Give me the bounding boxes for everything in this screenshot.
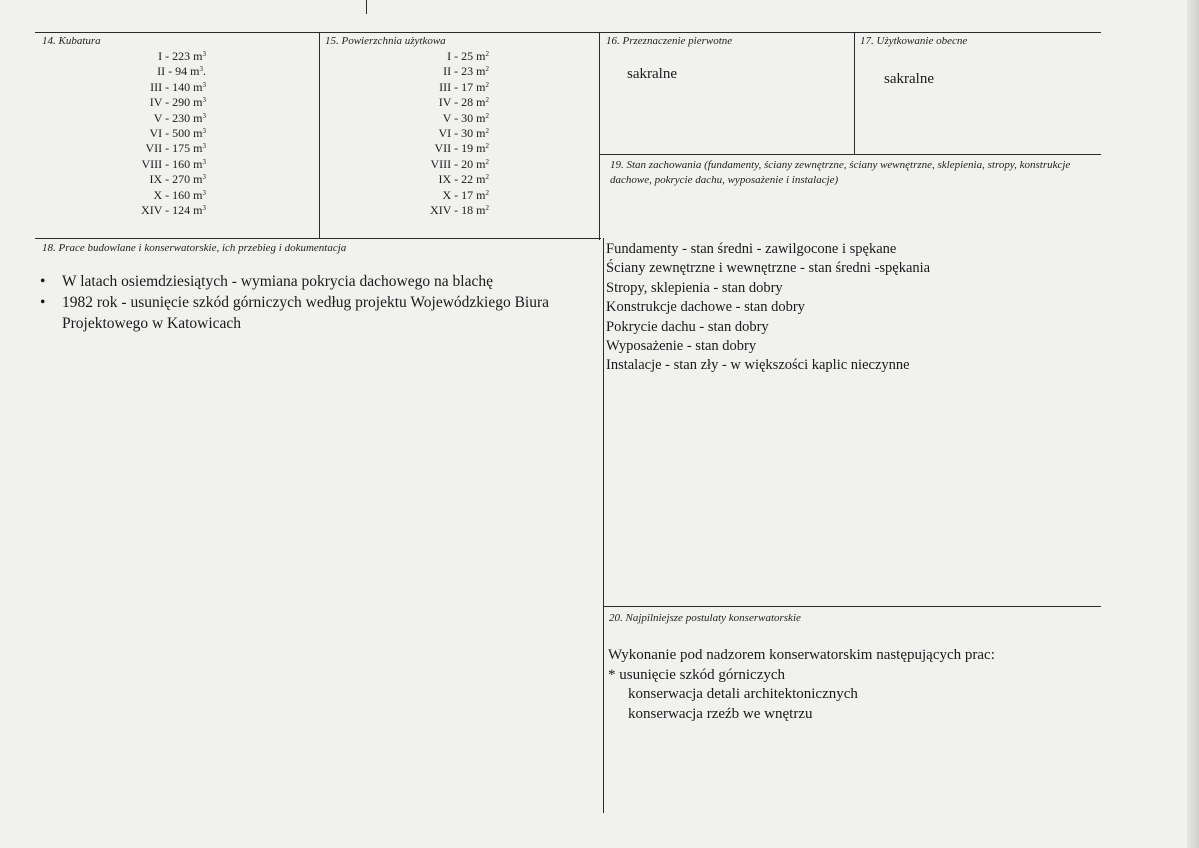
unit: m xyxy=(476,95,486,110)
row-value: 28 xyxy=(461,95,474,110)
row-value: 30 xyxy=(461,126,474,141)
unit: m xyxy=(476,79,486,94)
przeznaczenie-value: sakralne xyxy=(627,66,677,82)
roman-numeral: IV xyxy=(438,95,452,110)
row-value: 20 xyxy=(461,156,474,171)
rule-above-18 xyxy=(35,238,601,239)
kubatura-row: XIV - 124 $m^3$ xyxy=(141,203,206,218)
row-value: 18 xyxy=(461,203,474,218)
roman-numeral: III xyxy=(439,79,452,94)
unit: m xyxy=(476,126,486,141)
unit-exponent: 3 xyxy=(202,80,206,89)
roman-numeral: VI xyxy=(438,126,452,141)
postulaty-item: konserwacja rzeźb we wnętrzu xyxy=(628,705,813,722)
kubatura-row: VII - 175 $m^3$ xyxy=(145,141,206,156)
prace-item: • 1982 rok - usunięcie szkód górniczych według projektu Wojewódzkiego Biura Projektowego w Katowicach xyxy=(40,292,600,334)
row-value: 500 xyxy=(172,126,191,141)
row-value: 160 xyxy=(172,156,191,171)
roman-numeral: VIII xyxy=(430,156,452,171)
kubatura-row: II - 94 $m^3$. xyxy=(157,64,206,79)
row-suffix: . xyxy=(203,64,206,79)
row-value: 175 xyxy=(172,141,191,156)
roman-numeral: V xyxy=(442,110,452,125)
powierzchnia-label: 15. Powierzchnia użytkowa xyxy=(325,35,446,47)
unit-exponent: 3 xyxy=(202,127,206,136)
powierzchnia-row: XIV - 18 $m^2$ xyxy=(430,203,489,218)
roman-numeral: V xyxy=(153,110,163,125)
unit-exponent: 3 xyxy=(202,188,206,197)
kubatura-row: VI - 500 $m^3$ xyxy=(149,126,206,141)
powierzchnia-row: VII - 19 $m^2$ xyxy=(434,141,489,156)
stan-zachowania-line: Instalacje - stan zły - w większości kaplic nieczynne xyxy=(606,357,910,374)
roman-numeral: II xyxy=(157,64,166,79)
uzytkowanie-label: 17. Użytkowanie obecne xyxy=(860,35,968,47)
prace-list xyxy=(40,271,600,334)
powierzchnia-values xyxy=(400,49,489,218)
divider-16-17 xyxy=(854,32,855,155)
unit: m xyxy=(476,110,486,125)
unit-exponent: 2 xyxy=(485,111,489,120)
roman-numeral: IX xyxy=(149,172,163,187)
stan-zachowania-line: Pokrycie dachu - stan dobry xyxy=(606,318,769,335)
uzytkowanie-value: sakralne xyxy=(884,71,934,87)
unit: m xyxy=(476,187,486,202)
roman-numeral: XIV xyxy=(430,203,452,218)
powierzchnia-row: II - 23 $m^2$ xyxy=(443,64,489,79)
row-value: 290 xyxy=(172,95,191,110)
divider-15-16 xyxy=(599,32,600,240)
row-value: 94 xyxy=(175,64,188,79)
powierzchnia-row: V - 30 $m^2$ xyxy=(442,110,489,125)
row-value: 25 xyxy=(461,49,474,63)
unit-exponent: 2 xyxy=(485,188,489,197)
unit-exponent: 2 xyxy=(485,204,489,213)
unit: m xyxy=(193,110,203,125)
postulaty-item: konserwacja detali architektonicznych xyxy=(628,686,858,703)
unit: m xyxy=(190,64,200,79)
roman-numeral: VI xyxy=(149,126,163,141)
powierzchnia-row: VIII - 20 $m^2$ xyxy=(430,156,489,171)
row-value: 160 xyxy=(172,187,191,202)
unit: m xyxy=(476,203,486,218)
prace-label: 18. Prace budowlane i konserwatorskie, ich przebieg i dokumentacja xyxy=(42,242,347,254)
unit-exponent: 3 xyxy=(202,204,206,213)
roman-numeral: VII xyxy=(145,141,163,156)
unit-exponent: 2 xyxy=(485,65,489,74)
row-value: 23 xyxy=(461,64,474,79)
row-value: 22 xyxy=(461,172,474,187)
postulaty-intro: Wykonanie pod nadzorem konserwatorskim następujących prac: xyxy=(608,647,995,663)
unit: m xyxy=(476,49,486,63)
unit-exponent: 3 xyxy=(199,65,203,74)
unit: m xyxy=(476,172,486,187)
postulaty-content xyxy=(608,646,995,724)
rule-above-20 xyxy=(603,606,1101,607)
powierzchnia-row: I - 25 $m^2$ xyxy=(447,49,489,63)
stan-zachowania-list xyxy=(606,240,930,376)
prace-item: • W latach osiemdziesiątych - wymiana pokrycia dachowego na blachę xyxy=(40,271,600,292)
row-value: 17 xyxy=(461,187,474,202)
unit-exponent: 3 xyxy=(202,96,206,105)
roman-numeral: X xyxy=(442,187,452,202)
top-tick xyxy=(366,0,367,14)
unit-exponent: 2 xyxy=(485,96,489,105)
stan-zachowania-label: 19. Stan zachowania (fundamenty, ściany zewnętrzne, ściany wewnętrzne, sklepienia, stropy, konstrukcje dachowe, pokrycie dachu, wyposażenie i instalacje) xyxy=(610,159,1071,186)
unit: m xyxy=(193,156,203,171)
unit: m xyxy=(193,79,203,94)
kubatura-row: X - 160 $m^3$ xyxy=(153,187,206,202)
unit: m xyxy=(193,95,203,110)
unit: m xyxy=(476,141,486,156)
powierzchnia-row: VI - 30 $m^2$ xyxy=(438,126,489,141)
unit-exponent: 3 xyxy=(202,173,206,182)
stan-zachowania-line: Wyposażenie - stan dobry xyxy=(606,338,757,355)
unit-exponent: 3 xyxy=(202,142,206,151)
unit-exponent: 2 xyxy=(485,157,489,166)
unit-exponent: 2 xyxy=(485,50,489,58)
row-value: 140 xyxy=(172,79,191,94)
rule-above-19 xyxy=(600,154,1101,155)
kubatura-row: III - 140 $m^3$ xyxy=(150,79,206,94)
row-value: 230 xyxy=(172,110,191,125)
unit: m xyxy=(193,172,203,187)
kubatura-row: IV - 290 $m^3$ xyxy=(149,95,206,110)
row-value: 17 xyxy=(461,79,474,94)
unit: m xyxy=(476,64,486,79)
unit: m xyxy=(193,49,203,63)
kubatura-label: 14. Kubatura xyxy=(42,35,101,47)
kubatura-row: VIII - 160 $m^3$ xyxy=(141,156,206,171)
roman-numeral: X xyxy=(153,187,163,202)
unit-exponent: 2 xyxy=(485,142,489,151)
kubatura-row: IX - 270 $m^3$ xyxy=(149,172,206,187)
divider-14-15 xyxy=(319,32,320,238)
divider-18-19 xyxy=(603,238,604,813)
stan-zachowania-line: Stropy, sklepienia - stan dobry xyxy=(606,279,783,296)
powierzchnia-row: III - 17 $m^2$ xyxy=(439,79,489,94)
roman-numeral: II xyxy=(443,64,452,79)
postulaty-label: 20. Najpilniejsze postulaty konserwatorskie xyxy=(609,612,801,624)
roman-numeral: IX xyxy=(438,172,452,187)
powierzchnia-row: IX - 22 $m^2$ xyxy=(438,172,489,187)
roman-numeral: III xyxy=(150,79,163,94)
roman-numeral: I xyxy=(158,49,163,63)
row-value: 19 xyxy=(461,141,474,156)
page-edge xyxy=(1187,0,1199,848)
unit: m xyxy=(193,203,203,218)
unit-exponent: 3 xyxy=(202,157,206,166)
unit: m xyxy=(476,156,486,171)
unit-exponent: 2 xyxy=(485,127,489,136)
roman-numeral: VIII xyxy=(141,156,163,171)
unit-exponent: 2 xyxy=(485,173,489,182)
powierzchnia-row: IV - 28 $m^2$ xyxy=(438,95,489,110)
top-rule xyxy=(35,32,1101,33)
unit: m xyxy=(193,187,203,202)
stan-zachowania-line: Fundamenty - stan średni - zawilgocone i spękane xyxy=(606,241,897,257)
unit: m xyxy=(193,141,203,156)
roman-numeral: IV xyxy=(149,95,163,110)
stan-zachowania-line: Ściany zewnętrzne i wewnętrzne - stan średni -spękania xyxy=(606,260,931,277)
unit: m xyxy=(193,126,203,141)
row-value: 124 xyxy=(172,203,191,218)
przeznaczenie-label: 16. Przeznaczenie pierwotne xyxy=(606,35,733,47)
row-value: 223 xyxy=(172,49,191,63)
roman-numeral: VII xyxy=(434,141,452,156)
stan-zachowania-line: Konstrukcje dachowe - stan dobry xyxy=(606,299,805,316)
powierzchnia-row: X - 17 $m^2$ xyxy=(442,187,489,202)
row-value: 30 xyxy=(461,110,474,125)
row-value: 270 xyxy=(172,172,191,187)
unit-exponent: 3 xyxy=(202,111,206,120)
kubatura-row: I - 223 $m^3$ xyxy=(158,49,206,63)
unit-exponent: 3 xyxy=(202,50,206,58)
roman-numeral: I xyxy=(447,49,452,63)
kubatura-row: V - 230 $m^3$ xyxy=(153,110,206,125)
postulaty-item: * usunięcie szkód górniczych xyxy=(608,666,786,683)
kubatura-values xyxy=(110,49,206,218)
roman-numeral: XIV xyxy=(141,203,163,218)
unit-exponent: 2 xyxy=(485,80,489,89)
